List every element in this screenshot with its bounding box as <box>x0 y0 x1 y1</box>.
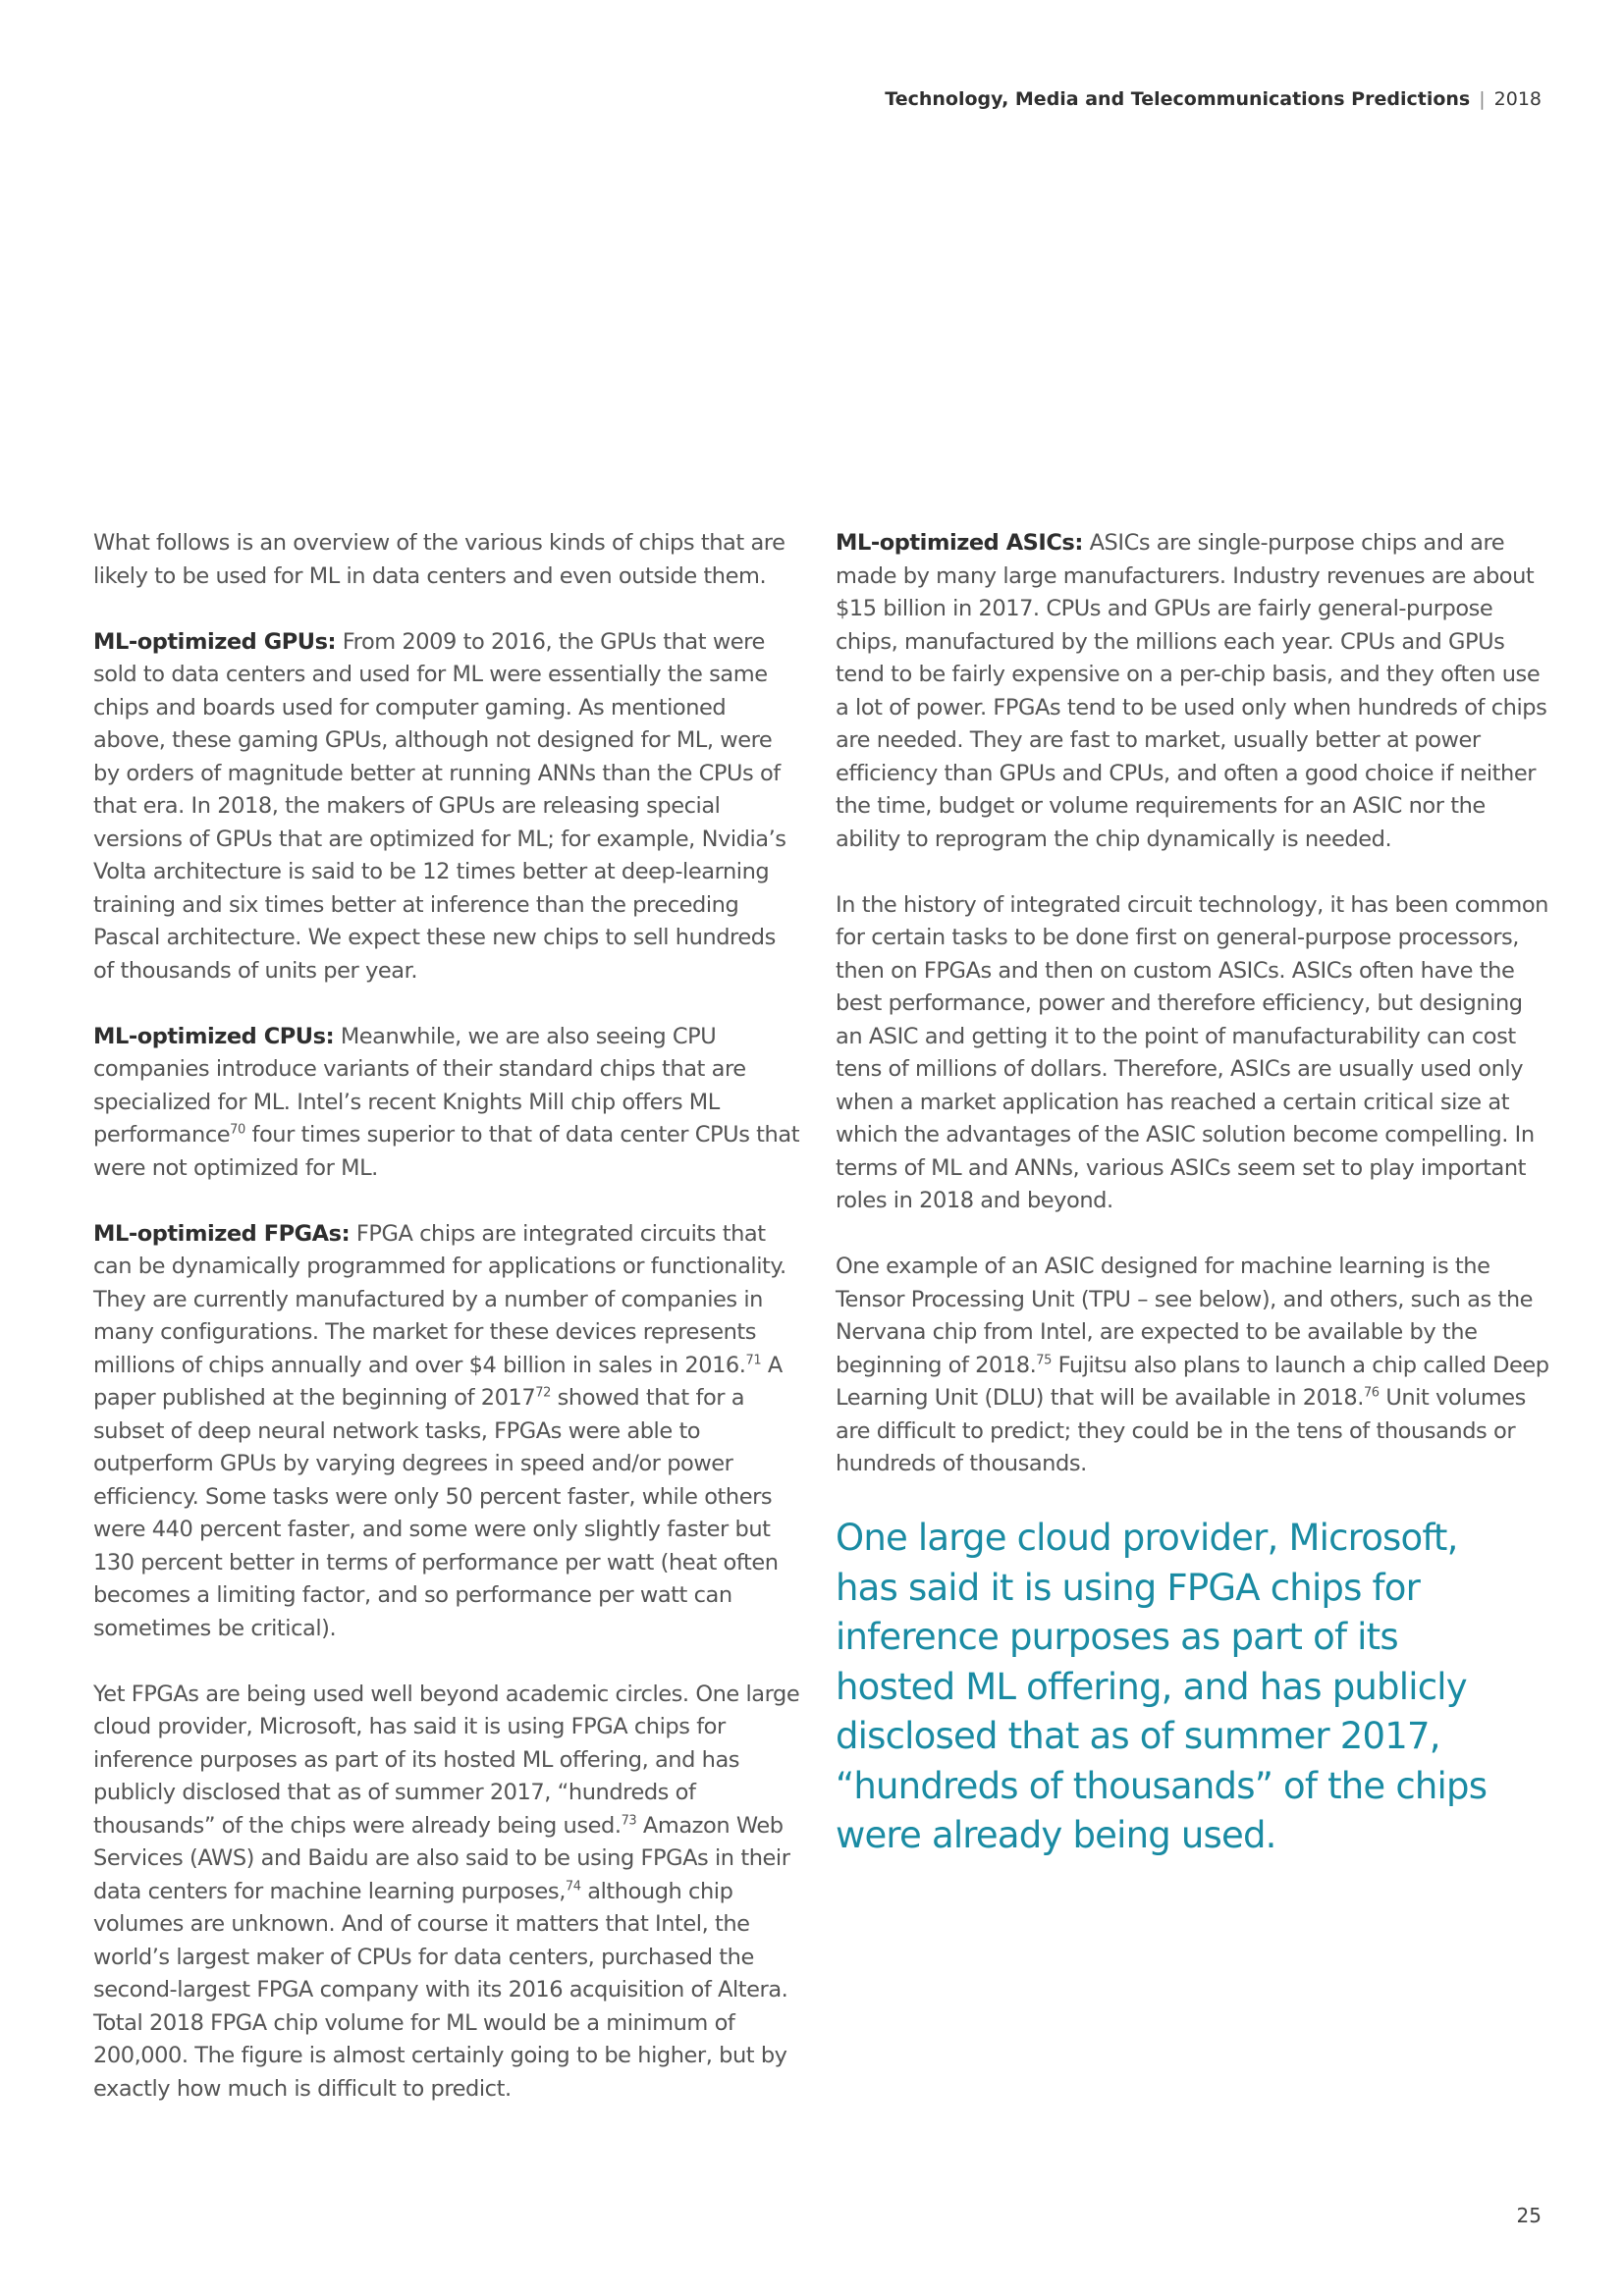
example-text-3: Unit volumes are difficult to predict; they could be in the tens of thousands or hundreds of thousands. <box>836 1385 1526 1476</box>
beyond-text-2: Amazon Web Services (AWS) and Baidu are also said to be using FPGAs in their data centers for machine learning purposes, <box>93 1812 790 1904</box>
example-text-1: One example of an ASIC designed for machine learning is the Tensor Processing Unit (TPU – see below), and others, such as the Nervana chip from Intel, are expected to be available by the beginning of 2018. <box>836 1254 1534 1378</box>
header-separator: | <box>1479 88 1486 110</box>
page-number: 25 <box>1516 2204 1542 2227</box>
example-text-2: Fujitsu also plans to launch a chip called Deep Learning Unit (DLU) that will be available in 2018. <box>836 1352 1549 1411</box>
gpus-paragraph <box>93 626 802 988</box>
footnote-ref-74[interactable]: 74 <box>565 1879 581 1894</box>
beyond-text-1: Yet FPGAs are being used well beyond academic circles. One large cloud provider, Microsoft, has said it is using FPGA chips for inference purposes as part of its hosted ML offering, and has publicly disclosed that as of summer 2017, “hundreds of thousands” of the chips were already being used. <box>93 1681 800 1839</box>
right-column <box>836 527 1554 1861</box>
intro-paragraph <box>93 527 802 593</box>
publication-year: 2018 <box>1493 88 1542 110</box>
fpgas-text-1: FPGA chips are integrated circuits that can be dynamically programmed for applications or functionality. They are currently manufactured by a number of companies in many configurations. The market for these devices represents millions of chips annually and over $4 billion in sales in 2016. <box>93 1220 786 1378</box>
gpus-text: From 2009 to 2016, the GPUs that were sold to data centers and used for ML were essentially the same chips and boards used for computer gaming. As mentioned above, these gaming GPUs, although not designed for ML, were by orders of magnitude better at running ANNs than the CPUs of that era. In 2018, the makers of GPUs are releasing special versions of GPUs that are optimized for ML; for example, Nvidia’s Volta architecture is said to be 12 times better at deep-learning training and six times better at inference than the preceding Pascal architecture. We expect these new chips to sell hundreds of thousands of units per year. <box>93 628 786 984</box>
running-header <box>885 88 1542 110</box>
intro-text: What follows is an overview of the various kinds of chips that are likely to be used for ML in data centers and even outside them. <box>93 530 785 589</box>
footnote-ref-73[interactable]: 73 <box>621 1813 637 1828</box>
fpgas-text-2: A paper published at the beginning of 2017 <box>93 1352 783 1411</box>
gpus-heading: ML-optimized GPUs: <box>93 628 337 655</box>
fpgas-paragraph <box>93 1218 802 1646</box>
asics-heading: ML-optimized ASICs: <box>836 530 1083 556</box>
asics-paragraph <box>836 527 1554 856</box>
history-text: In the history of integrated circuit technology, it has been common for certain tasks to be done first on general-purpose processors, then on FPGAs and then on custom ASICs. ASICs often have the best performance, power and therefore efficiency, but designing an ASIC and getting it to the point of manufacturability can cost tens of millions of dollars. Therefore, ASICs are usually used only when a market application has reached a certain critical size at which the advantages of the ASIC solution become compelling. In terms of ML and ANNs, various ASICs seem set to play important roles in 2018 and beyond. <box>836 891 1548 1213</box>
footnote-ref-75[interactable]: 75 <box>1036 1353 1052 1367</box>
footnote-ref-70[interactable]: 70 <box>230 1122 245 1138</box>
history-paragraph <box>836 889 1554 1218</box>
pull-quote: One large cloud provider, Microsoft, has said it is using FPGA chips for inference purposes as part of its hosted ML offering, and has publicly disclosed that as of summer 2017, “hundreds of thousands” of the chips were already being used. <box>836 1517 1488 1856</box>
fpgas-text-3: showed that for a subset of deep neural network tasks, FPGAs were able to outperform GPUs by varying degrees in speed and/or power efficiency. Some tasks were only 50 percent faster, while others were 440 percent faster, and some were only slightly faster but 130 percent better in terms of performance per watt (heat often becomes a limiting factor, and so performance per watt can sometimes be critical). <box>93 1385 779 1641</box>
asics-text: ASICs are single-purpose chips and are made by many large manufacturers. Industry revenues are about $15 billion in 2017. CPUs and GPUs are fairly general-purpose chips, manufactured by the millions each year. CPUs and GPUs tend to be fairly expensive on a per-chip basis, and they often use a lot of power. FPGAs tend to be used only when hundreds of chips are needed. They are fast to market, usually better at power efficiency than GPUs and CPUs, and often a good choice if neither the time, budget or volume requirements for an ASIC nor the ability to reprogram the chip dynamically is needed. <box>836 530 1547 852</box>
beyond-paragraph <box>93 1679 802 2107</box>
beyond-text-3: although chip volumes are unknown. And of course it matters that Intel, the world’s largest maker of CPUs for data centers, purchased the second-largest FPGA company with its 2016 acquisition of Altera. Total 2018 FPGA chip volume for ML would be a minimum of 200,000. The figure is almost certainly going to be higher, but by exactly how much is difficult to predict. <box>93 1878 788 2102</box>
publication-title: Technology, Media and Telecommunications Predictions <box>885 88 1471 110</box>
cpus-text-2: four times superior to that of data center CPUs that were not optimized for ML. <box>93 1122 800 1181</box>
cpus-text-1: Meanwhile, we are also seeing CPU companies introduce variants of their standard chips that are specialized for ML. Intel’s recent Knights Mill chip offers ML performance <box>93 1023 746 1148</box>
fpgas-heading: ML-optimized FPGAs: <box>93 1220 351 1247</box>
footnote-ref-72[interactable]: 72 <box>535 1385 551 1401</box>
cpus-paragraph <box>93 1021 802 1186</box>
footnote-ref-71[interactable]: 71 <box>745 1353 762 1367</box>
footnote-ref-76[interactable]: 76 <box>1363 1385 1380 1401</box>
example-paragraph <box>836 1251 1554 1481</box>
cpus-heading: ML-optimized CPUs: <box>93 1023 335 1049</box>
left-column <box>93 527 802 2139</box>
